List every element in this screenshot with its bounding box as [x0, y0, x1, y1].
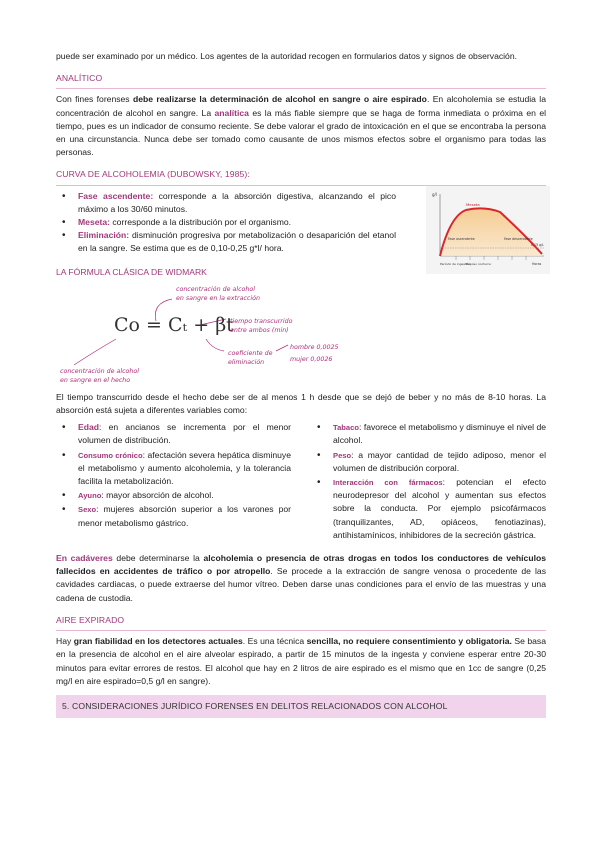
note-beta-b: eliminación [228, 358, 265, 366]
list-item: • Meseta: corresponde a la distribución por el organismo. [56, 216, 396, 229]
list-item: • Peso: a mayor cantidad de tejido adiposo, menor el volumen de distribución corporal. [311, 449, 546, 475]
section-curva-title: CURVA DE ALCOHOLEMIA (DUBOWSKY, 1985): [56, 168, 546, 185]
chart-phase-down: Fase descendente [504, 236, 533, 241]
variables-left-list [56, 421, 291, 543]
note-mujer: mujer 0,0026 [290, 355, 333, 363]
document-page [56, 50, 546, 718]
list-item: • Eliminación: disminución progresiva por metabolización o desaparición del etanol en la sangre. Se estima que es de 0,10-0,25 g*l/ hora. [56, 229, 396, 255]
chart-x-rest: Reposo nocturno [466, 261, 492, 266]
intro-paragraph: puede ser examinado por un médico. Los agentes de la autoridad recogen en formularios datos y signos de observación. [56, 51, 518, 61]
list-item: • Sexo: mujeres absorción superior a los varones por menor metabolismo gástrico. [56, 503, 291, 529]
chart-x-unit: Horas [532, 261, 542, 266]
note-t-b: entre ambos (min) [230, 326, 289, 334]
alcoholemia-curve-image [426, 186, 550, 274]
aire-paragraph: Hay gran fiabilidad en los detectores actuales. Es una técnica sencilla, no requiere consentimiento y obligatoria. Se basa en la presencia de alcohol en el aire alveolar espirado, a partir de 15 minutos de la ingesta y conviene esperar entre 20-30 minutos para evitar errores de restos. El alcohol que hay en 2 litros de aire espirado es el mismo que en 1cc de sangre (0,25 mg/l en aire espirado=0,5 g/l en sangre). [56, 636, 547, 686]
chart-ylabel: g/l [432, 191, 437, 197]
list-item: • Fase ascendente: corresponde a la absorción digestiva, alcanzando el pico máximo a los 30/60 minutos. [56, 190, 396, 216]
analitico-paragraph: Con fines forenses debe realizarse la determinación de alcohol en sangre o aire espirado. En alcoholemia se estudia la concentración de alcohol en sangre. La analítica es la más fiable siempre que se haga de forma inmediata o próxima en el tiempo, pues es un indicador de consumo reciente. Se debe valorar el grado de intoxicación en el que se encontraba la persona en una circunstancia. Nunca debe ser tomado como causante de unos mismos efectos sobre el organismo para todas las personas. [56, 94, 547, 158]
widmark-formula-block [56, 281, 546, 389]
chart-peak-label: Meseta [466, 201, 480, 207]
section-analitico-title: ANALÍTICO [56, 72, 546, 89]
widmark-formula: Co = Cₜ + βt [114, 313, 234, 336]
note-beta: coeficiente de [228, 349, 273, 357]
section-aire-title: AIRE EXPIRADO [56, 614, 546, 631]
section-widmark-title: LA FÓRMULA CLÁSICA DE WIDMARK [56, 266, 207, 277]
curva-block [56, 190, 546, 266]
section-5-heading: 5. CONSIDERACIONES JURÍDICO FORENSES EN DELITOS RELACIONADOS CON ALCOHOL [56, 695, 546, 718]
chart-threshold: 0,15 g/L [531, 242, 544, 247]
chart-x-period: Período de ingestión [440, 261, 471, 266]
variables-right-list [311, 421, 546, 543]
variables-columns [56, 421, 546, 543]
note-co: concentración de alcohol [176, 285, 255, 293]
curva-list [56, 190, 396, 256]
note-co-b: en sangre en la extracción [176, 294, 260, 302]
note-ct-b: en sangre en el hecho [60, 376, 131, 384]
note-ct: concentración de alcohol [60, 367, 139, 375]
list-item: • Interacción con fármacos: potencian el efecto neurodepresor del alcohol y aumentan sus efectos sobre la conducta. Por ejemplo psicofármacos (tranquilizantes, AD, opiáceos, fenotiazinas), antihistamínicos, inhibidores de la secreción gástrica. [311, 476, 546, 542]
cadaveres-paragraph: En cadáveres debe determinarse la alcoholemia o presencia de otras drogas en todos los conductores de vehículos fallecidos en accidentes de tráfico o por atropello. Se procede a la extracción de sangre venosa o procedente de las cavidades cardiacas, o puede extraerse del humor vítreo. Deben darse unas condiciones para el envío de las muestras y una cadena de custodia. [56, 553, 546, 603]
list-item: • Consumo crónico: afectación severa hepática disminuye el metabolismo y aumento alcoholemia, y la tolerancia facilita la metabolización. [56, 449, 291, 489]
list-item: • Edad: en ancianos se incrementa por el menor volumen de distribución. [56, 421, 291, 447]
list-item: • Tabaco: favorece el metabolismo y disminuye el nivel de alcohol. [311, 421, 546, 447]
note-t: tiempo transcurrido [230, 317, 293, 325]
note-hombre: hombre 0,0025 [290, 343, 339, 351]
list-item: • Ayuno: mayor absorción de alcohol. [56, 489, 291, 502]
tiempo-paragraph: El tiempo transcurrido desde el hecho debe ser de al menos 1 h desde que se dejó de beber y no más de 8-10 horas. La absorción está sujeta a diferentes variables como: [56, 391, 546, 416]
chart-phase-up: Fase ascendente [448, 236, 475, 241]
